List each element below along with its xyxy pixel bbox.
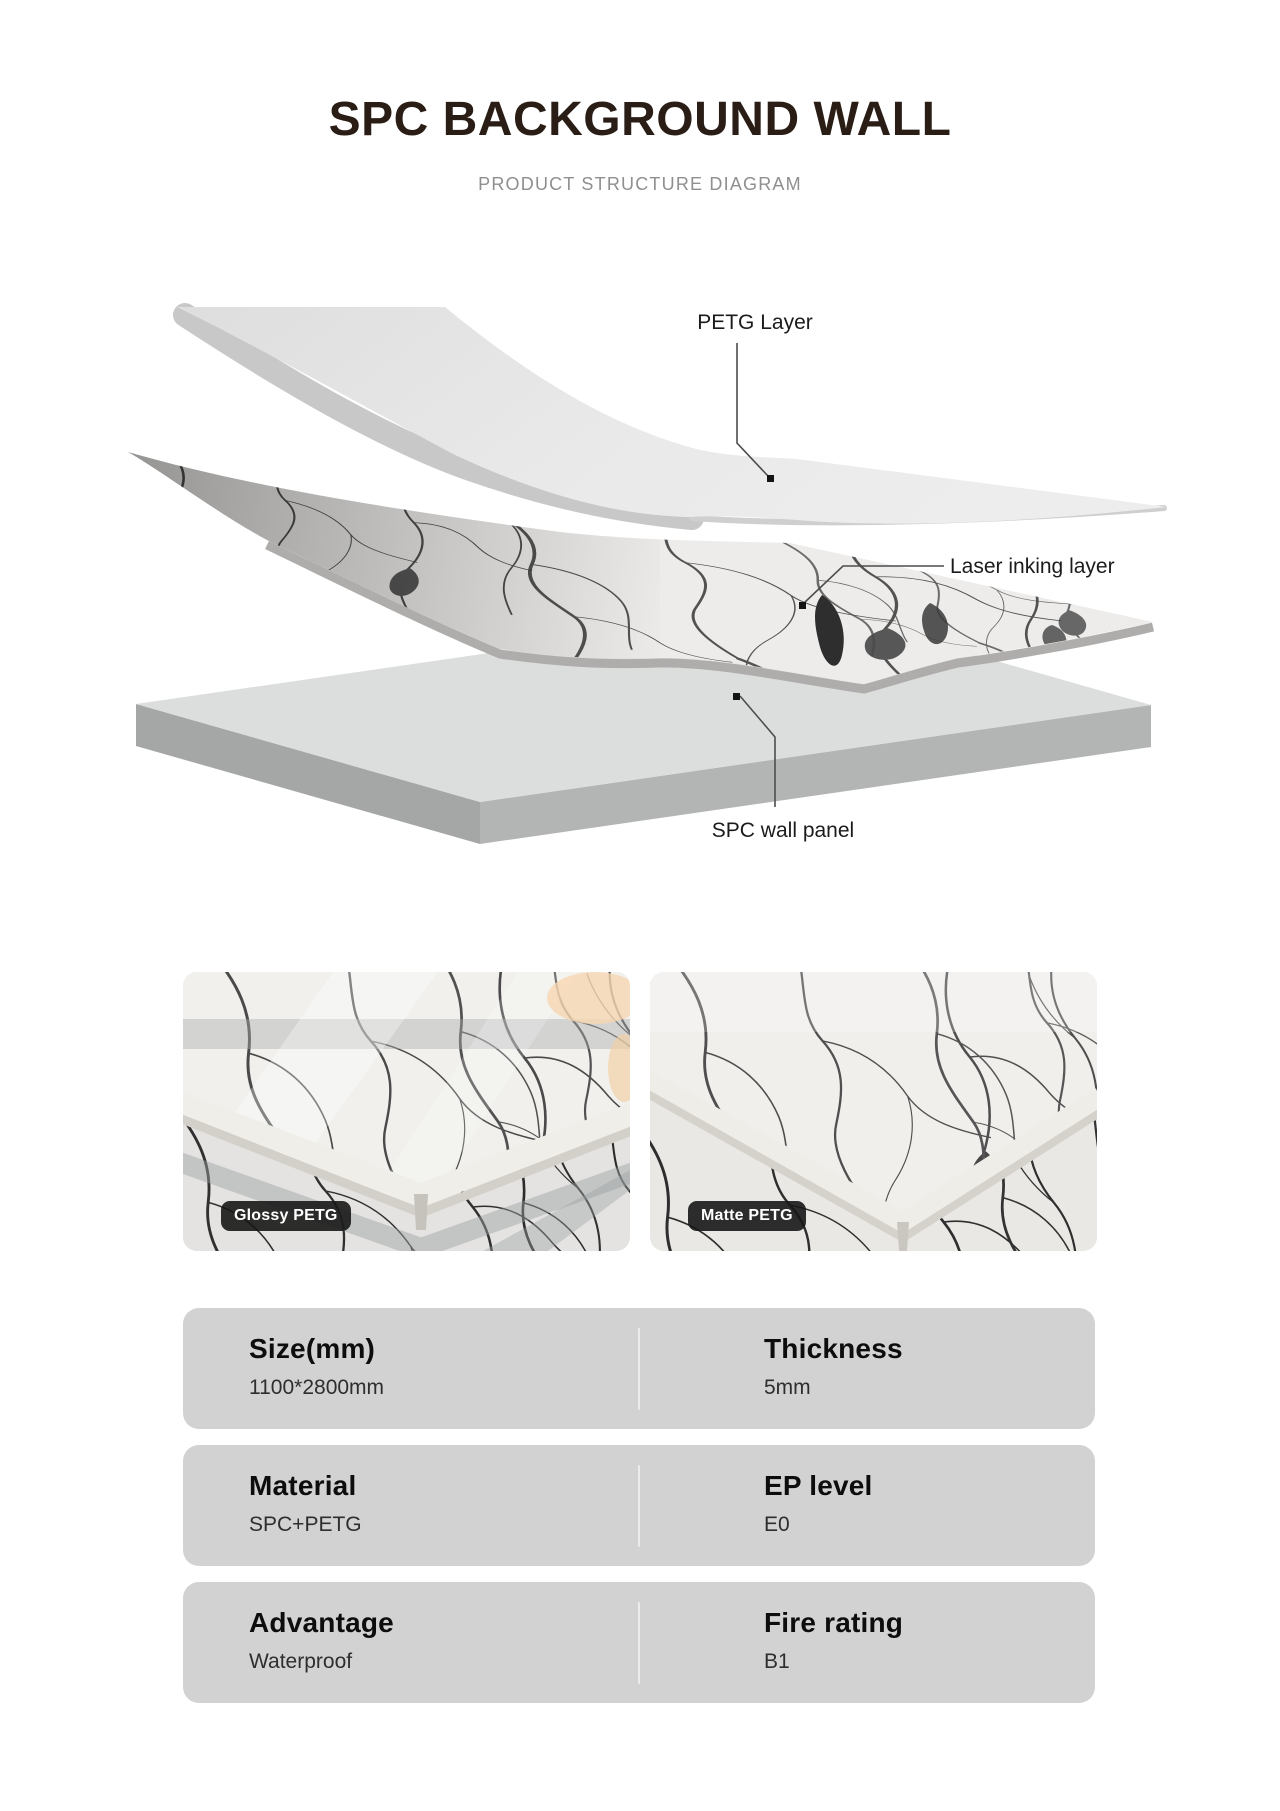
- structure-diagram: [0, 205, 1280, 865]
- spec-divider: [638, 1465, 640, 1547]
- spc-wall-panel-label: SPC wall panel: [711, 819, 855, 842]
- spec-row-advantage-firerating: [183, 1582, 1095, 1703]
- spec-label-ep-level: EP level: [764, 1470, 873, 1501]
- spec-table: [183, 1308, 1095, 1719]
- laser-leader-dot: [799, 602, 806, 609]
- page-title: SPC BACKGROUND WALL: [328, 93, 952, 146]
- spec-divider: [638, 1328, 640, 1410]
- spec-value-thickness: 5mm: [764, 1376, 811, 1399]
- glossy-petg-badge: Glossy PETG: [221, 1201, 351, 1231]
- spec-label-material: Material: [249, 1470, 357, 1501]
- spec-row-size-thickness: [183, 1308, 1095, 1429]
- laser-inking-layer-label: Laser inking layer: [950, 555, 1115, 578]
- spec-divider: [638, 1602, 640, 1684]
- spec-value-material: SPC+PETG: [249, 1513, 362, 1536]
- spec-value-fire-rating: B1: [764, 1650, 790, 1673]
- spec-value-advantage: Waterproof: [249, 1650, 353, 1673]
- petg-leader-dot: [767, 475, 774, 482]
- spec-label-advantage: Advantage: [249, 1607, 394, 1638]
- spec-label-size: Size(mm): [249, 1333, 376, 1364]
- matte-petg-sample-image: [650, 972, 1097, 1251]
- petg-layer-label: PETG Layer: [697, 311, 813, 334]
- spc-leader-dot: [733, 693, 740, 700]
- spec-value-ep-level: E0: [764, 1513, 790, 1536]
- spec-row-material-eplevel: [183, 1445, 1095, 1566]
- spec-label-thickness: Thickness: [764, 1333, 903, 1364]
- petg-sheet: [177, 307, 1167, 524]
- structure-diagram-canvas: [0, 205, 1280, 865]
- finish-samples: [183, 972, 1097, 1251]
- spec-value-size: 1100*2800mm: [249, 1376, 385, 1399]
- matte-petg-badge: Matte PETG: [688, 1201, 806, 1231]
- spec-label-fire-rating: Fire rating: [764, 1607, 904, 1638]
- page-subtitle: PRODUCT STRUCTURE DIAGRAM: [478, 174, 802, 194]
- glossy-petg-sample-image: [183, 972, 630, 1251]
